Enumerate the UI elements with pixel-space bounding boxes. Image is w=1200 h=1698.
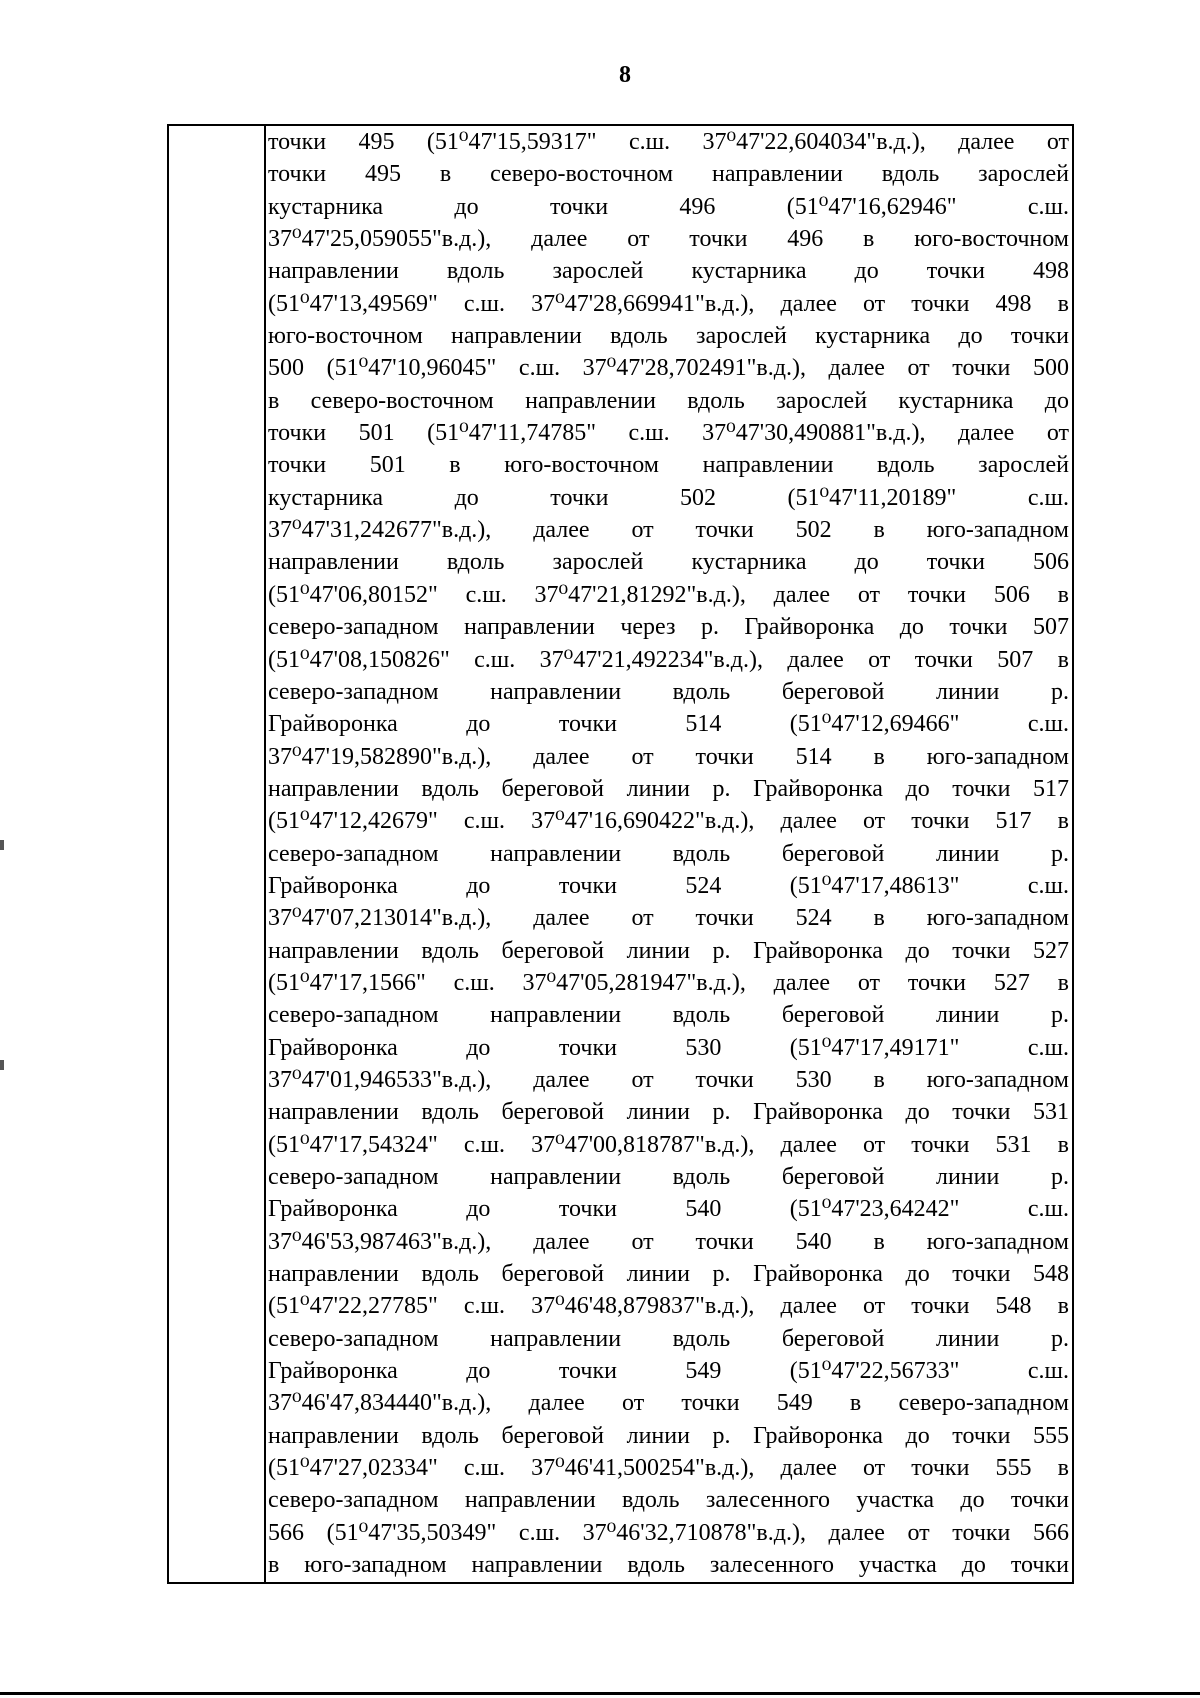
text-line: 566 (51⁰47'35,50349" с.ш. 37⁰46'32,710878"в.д.), далее от точки 566 bbox=[268, 1519, 1069, 1546]
text-line: (51⁰47'08,150826" с.ш. 37⁰47'21,492234"в.д.), далее от точки 507 в bbox=[268, 646, 1069, 673]
text-line: 37⁰46'47,834440"в.д.), далее от точки 549 в северо-западном bbox=[268, 1390, 1069, 1417]
text-line: направлении вдоль береговой линии р. Грайворонка до точки 517 bbox=[268, 775, 1069, 802]
text-line: (51⁰47'27,02334" с.ш. 37⁰46'41,500254"в.д.), далее от точки 555 в bbox=[268, 1455, 1069, 1482]
text-line: северо-западном направлении вдоль береговой линии р. bbox=[268, 678, 1069, 705]
text-line: 37⁰47'01,946533"в.д.), далее от точки 530 в юго-западном bbox=[268, 1066, 1069, 1093]
text-line: юго-восточном направлении вдоль зарослей кустарника до точки bbox=[268, 323, 1069, 350]
text-line: Грайворонка до точки 540 (51⁰47'23,64242" с.ш. bbox=[268, 1196, 1069, 1223]
margin-mark bbox=[0, 1060, 4, 1070]
text-line: точки 495 (51⁰47'15,59317" с.ш. 37⁰47'22,604034"в.д.), далее от bbox=[268, 129, 1069, 155]
text-line: направлении вдоль зарослей кустарника до точки 506 bbox=[268, 549, 1069, 576]
boundary-description-table bbox=[167, 124, 1074, 1584]
scan-edge-line bbox=[0, 1692, 1200, 1695]
text-line: направлении вдоль береговой линии р. Грайворонка до точки 555 bbox=[268, 1422, 1069, 1449]
text-line: 37⁰47'07,213014"в.д.), далее от точки 524 в юго-западном bbox=[268, 905, 1069, 932]
text-line: 37⁰47'19,582890"в.д.), далее от точки 514 в юго-западном bbox=[268, 743, 1069, 770]
text-line: (51⁰47'17,54324" с.ш. 37⁰47'00,818787"в.д.), далее от точки 531 в bbox=[268, 1131, 1069, 1158]
margin-mark bbox=[0, 840, 4, 850]
column-divider bbox=[264, 126, 266, 1582]
text-line: северо-западном направлении вдоль береговой линии р. bbox=[268, 840, 1069, 867]
text-line: направлении вдоль береговой линии р. Грайворонка до точки 527 bbox=[268, 937, 1069, 964]
text-line: (51⁰47'12,42679" с.ш. 37⁰47'16,690422"в.д.), далее от точки 517 в bbox=[268, 808, 1069, 835]
text-line: точки 501 (51⁰47'11,74785" с.ш. 37⁰47'30,490881"в.д.), далее от bbox=[268, 420, 1069, 447]
text-line: кустарника до точки 496 (51⁰47'16,62946" с.ш. bbox=[268, 193, 1069, 220]
text-line: северо-западном направлении вдоль залесенного участка до точки bbox=[268, 1487, 1069, 1514]
text-line: Грайворонка до точки 530 (51⁰47'17,49171" с.ш. bbox=[268, 1034, 1069, 1061]
text-line: северо-западном направлении через р. Грайворонка до точки 507 bbox=[268, 614, 1069, 641]
page-number: 8 bbox=[619, 62, 631, 88]
text-line: Грайворонка до точки 524 (51⁰47'17,48613" с.ш. bbox=[268, 872, 1069, 899]
text-line: точки 495 в северо-восточном направлении вдоль зарослей bbox=[268, 161, 1069, 188]
text-line: 500 (51⁰47'10,96045" с.ш. 37⁰47'28,702491"в.д.), далее от точки 500 bbox=[268, 355, 1069, 382]
text-line: (51⁰47'06,80152" с.ш. 37⁰47'21,81292"в.д.), далее от точки 506 в bbox=[268, 581, 1069, 608]
text-line: 37⁰46'53,987463"в.д.), далее от точки 540 в юго-западном bbox=[268, 1228, 1069, 1255]
text-line: направлении вдоль береговой линии р. Грайворонка до точки 548 bbox=[268, 1261, 1069, 1288]
text-line: 37⁰47'31,242677"в.д.), далее от точки 502 в юго-западном bbox=[268, 517, 1069, 544]
text-line: северо-западном направлении вдоль береговой линии р. bbox=[268, 1325, 1069, 1352]
text-line: направлении вдоль береговой линии р. Грайворонка до точки 531 bbox=[268, 1099, 1069, 1126]
text-line: северо-западном направлении вдоль береговой линии р. bbox=[268, 1002, 1069, 1029]
text-line: 37⁰47'25,059055"в.д.), далее от точки 496 в юго-восточном bbox=[268, 226, 1069, 253]
text-line: Грайворонка до точки 549 (51⁰47'22,56733" с.ш. bbox=[268, 1358, 1069, 1385]
text-line: северо-западном направлении вдоль береговой линии р. bbox=[268, 1164, 1069, 1190]
text-line: кустарника до точки 502 (51⁰47'11,20189" с.ш. bbox=[268, 484, 1069, 511]
text-line: (51⁰47'22,27785" с.ш. 37⁰46'48,879837"в.д.), далее от точки 548 в bbox=[268, 1293, 1069, 1320]
text-line: в юго-западном направлении вдоль залесенного участка до точки bbox=[268, 1552, 1069, 1579]
text-line: направлении вдоль зарослей кустарника до точки 498 bbox=[268, 258, 1069, 285]
text-line: (51⁰47'17,1566" с.ш. 37⁰47'05,281947"в.д.), далее от точки 527 в bbox=[268, 969, 1069, 996]
text-line: в северо-восточном направлении вдоль зарослей кустарника до bbox=[268, 387, 1069, 414]
text-line: точки 501 в юго-восточном направлении вдоль зарослей bbox=[268, 452, 1069, 479]
boundary-description-text bbox=[268, 126, 1069, 1581]
text-line: Грайворонка до точки 514 (51⁰47'12,69466" с.ш. bbox=[268, 711, 1069, 738]
text-line: (51⁰47'13,49569" с.ш. 37⁰47'28,669941"в.д.), далее от точки 498 в bbox=[268, 290, 1069, 317]
